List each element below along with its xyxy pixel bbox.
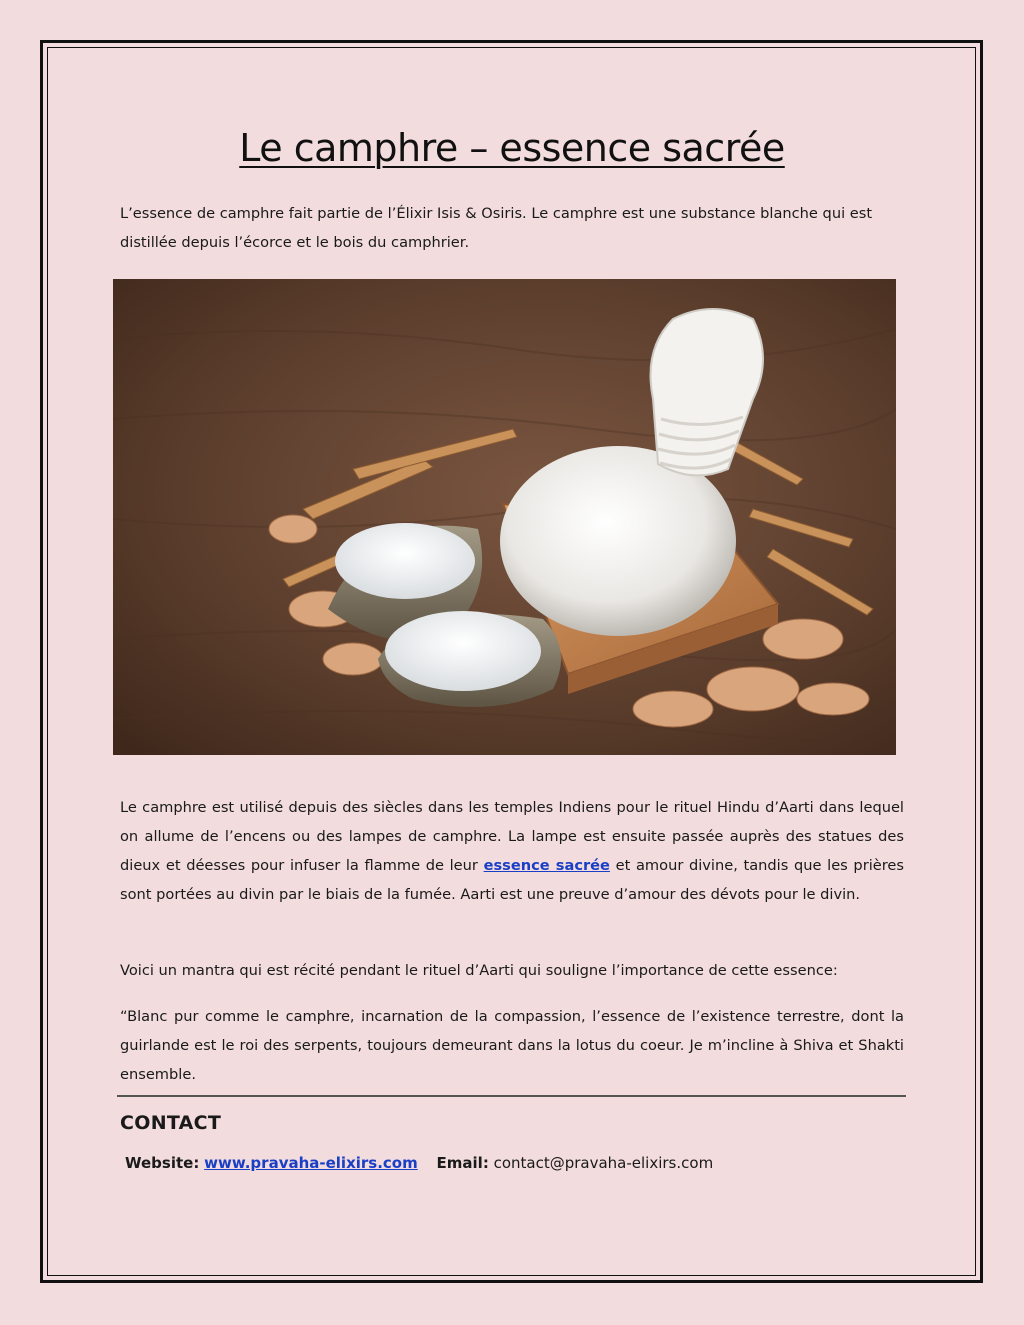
mantra-paragraph: “Blanc pur comme le camphre, incarnation de la compassion, l’essence de l’existence terrestre, dont la guirlande est le roi des serpents, toujours demeurant dans la lotus du coeur. Je m’incline à Shiva et Shakti ensemble. xyxy=(120,1008,904,1083)
website-link[interactable]: www.pravaha-elixirs.com xyxy=(204,1154,418,1172)
camphor-photo xyxy=(113,279,896,755)
aarti-paragraph xyxy=(120,793,904,909)
mantra-intro-paragraph: Voici un mantra qui est récité pendant le rituel d’Aarti qui souligne l’importance de cette essence: xyxy=(120,962,838,979)
contact-divider xyxy=(117,1095,906,1097)
essence-sacree-link[interactable]: essence sacrée xyxy=(483,857,610,874)
page-title-text: Le camphre – essence sacrée xyxy=(239,126,785,170)
page-title xyxy=(0,126,1024,170)
contact-heading: CONTACT xyxy=(120,1112,222,1134)
intro-paragraph: L’essence de camphre fait partie de l’Élixir Isis & Osiris. Le camphre est une substance blanche qui est distillée depuis l’écorce et le bois du camphrier. xyxy=(120,205,873,251)
contact-line xyxy=(125,1152,713,1174)
aarti-text-end: et amour divine, tandis que les prières sont portées au divin par le biais de la fumée. Aarti est une preuve d’amour des dévots pour le divin. xyxy=(120,857,904,903)
website-label: Website: xyxy=(125,1154,200,1172)
email-label: Email: xyxy=(436,1154,489,1172)
email-value: contact@pravaha-elixirs.com xyxy=(493,1154,714,1172)
aarti-text-start: Le camphre est utilisé depuis des siècles dans les temples Indiens pour le rituel Hindu d’Aarti dans lequel on allume de l’encens ou des lampes de camphre. La lampe est ensuite passée auprès des statues des dieux et déesses pour infuser la flamme de leur xyxy=(120,799,904,874)
